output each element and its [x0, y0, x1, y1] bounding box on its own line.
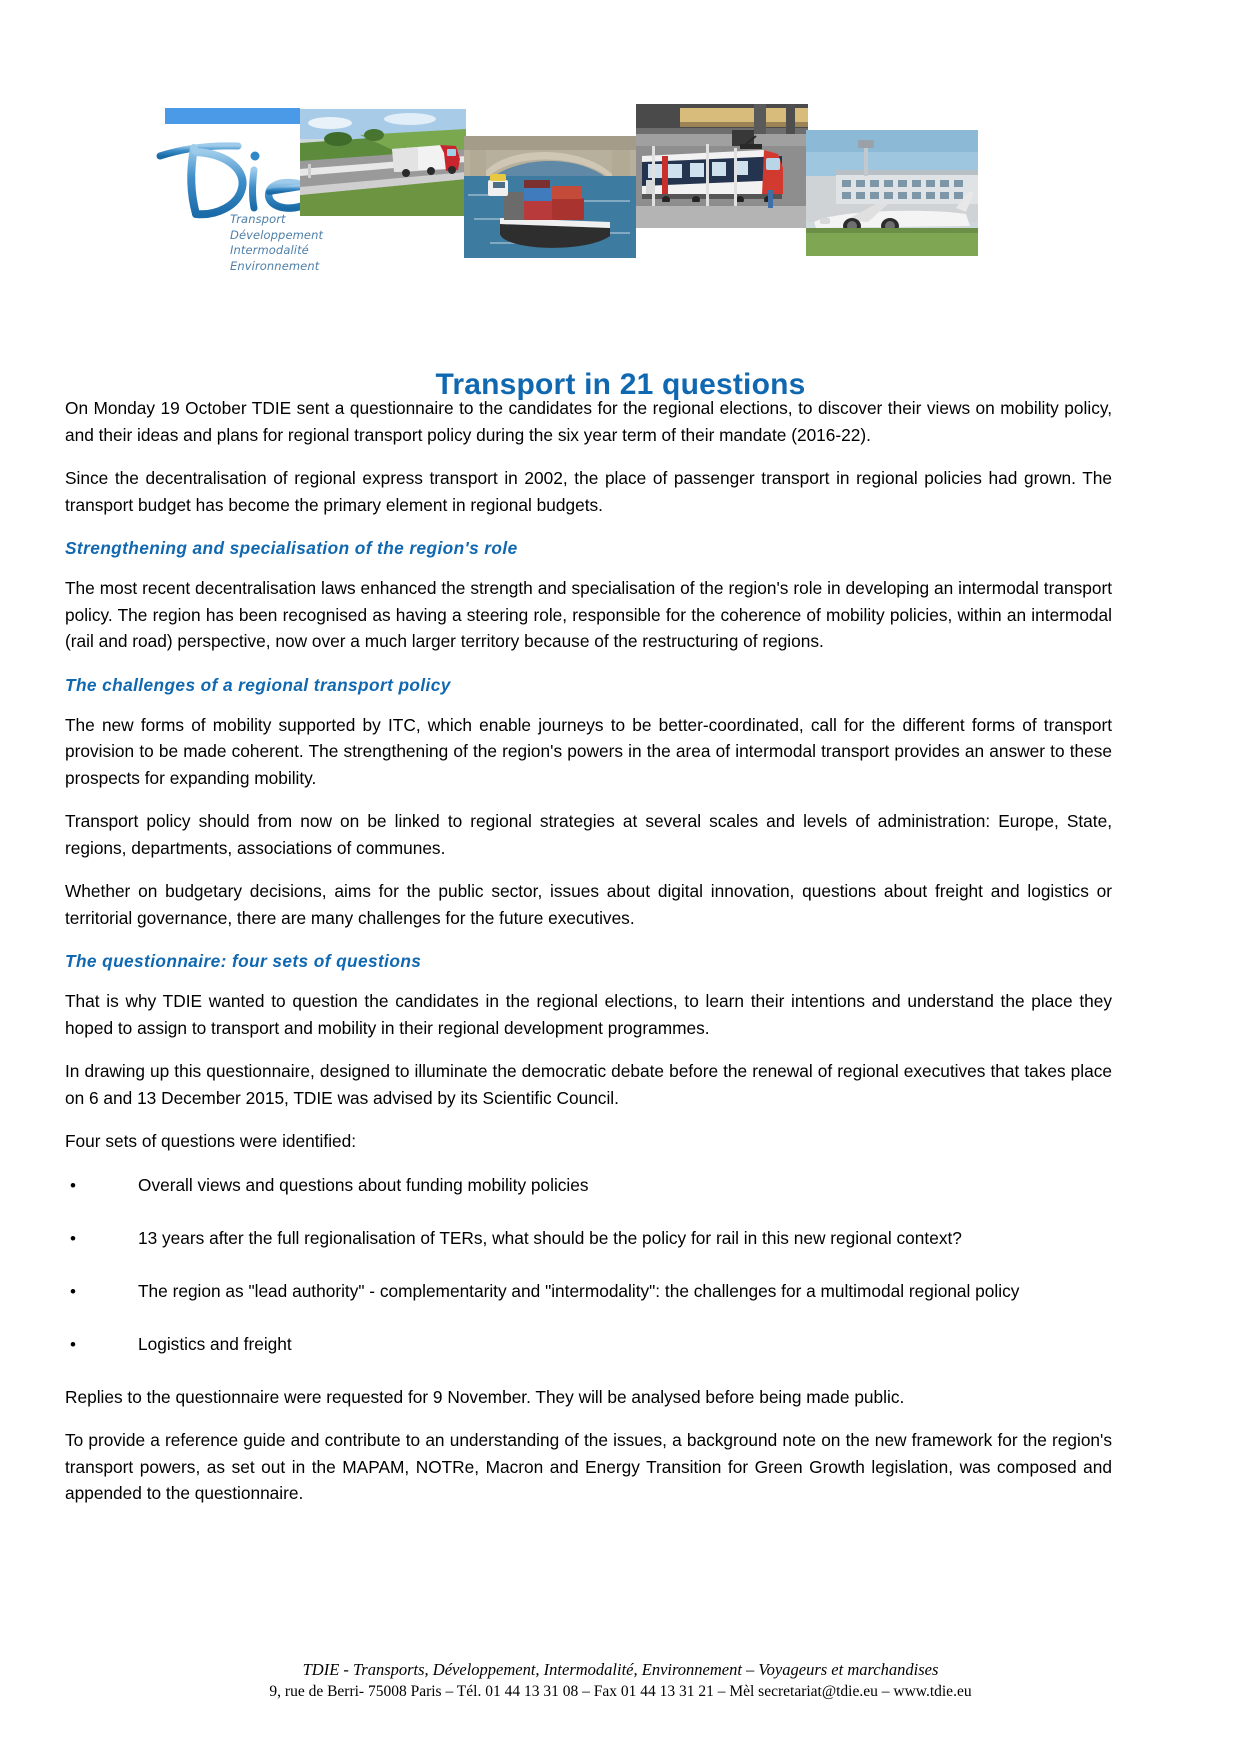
- photo-air: [806, 130, 978, 256]
- section-2-paragraph-1: The new forms of mobility supported by ITC, which enable journeys to be better-coordinated, call for the different forms of transport provision to be made coherent. The strengthening of the region's powers in the area of intermodal transport provides an answer to these prospects for expanding mobility.: [65, 714, 1112, 788]
- footer-contact-line: 9, rue de Berri- 75008 Paris – Tél. 01 44 13 31 08 – Fax 01 44 13 31 21 – Mèl secretariat@tdie.eu – www.tdie.eu: [269, 1683, 972, 1700]
- bullet-icon: •: [70, 1334, 76, 1354]
- logo-tagline-line-1: Transport: [230, 212, 286, 226]
- closing-paragraph-2: To provide a reference guide and contribute to an understanding of the issues, a background note on the new framework for the region's transport powers, as set out in the MAPAM, NOTRe, Macron and Energy Transition for Green Growth legislation, was composed and appended to the questionnaire.: [65, 1430, 1112, 1503]
- page-footer: [0, 1658, 1241, 1703]
- section-heading-questionnaire: The questionnaire: four sets of questions: [65, 951, 422, 971]
- question-sets-lead-in: Four sets of questions were identified:: [65, 1131, 357, 1151]
- logo-tagline: [230, 212, 323, 274]
- photo-rail: [636, 104, 808, 228]
- section-1-paragraph-1: The most recent decentralisation laws enhanced the strength and specialisation of the region's role in developing an intermodal transport policy. The region has been recognised as having a steering role, responsible for the coherence of mobility policies, within an intermodal (rail and road) perspective, now over a much larger territory because of the restructuring of regions.: [65, 578, 1112, 651]
- section-2-paragraph-2: Transport policy should from now on be linked to regional strategies at several scales and levels of administration: Europe, State, regions, departments, associations of communes.: [65, 811, 1112, 858]
- photo-river: [464, 136, 636, 258]
- bullet-icon: •: [70, 1228, 76, 1248]
- page-title: Transport in 21 questions: [435, 368, 806, 402]
- section-2-paragraph-3: Whether on budgetary decisions, aims for the public sector, issues about digital innovation, questions about freight and logistics or territorial governance, there are many challenges for the future executives.: [65, 881, 1112, 928]
- list-item-label: The region as "lead authority" - complementarity and "intermodality": the challenges for a multimodal regional policy: [138, 1280, 1020, 1301]
- list-item-label: Overall views and questions about funding mobility policies: [138, 1174, 589, 1195]
- tdie-wordmark-icon: [150, 130, 315, 225]
- question-sets-list: [65, 1172, 1112, 1358]
- list-item: [65, 1225, 1112, 1252]
- photo-road: [300, 109, 466, 216]
- list-item-label: 13 years after the full regionalisation of TERs, what should be the policy for rail in this new regional context?: [138, 1227, 962, 1248]
- closing-paragraph-1: Replies to the questionnaire were requested for 9 November. They will be analysed before being made public.: [65, 1386, 905, 1407]
- logo-tagline-line-2: Développement: [230, 227, 324, 242]
- bullet-icon: •: [70, 1175, 76, 1195]
- list-item: [65, 1278, 1112, 1305]
- logo-tagline-line-3: Intermodalité: [230, 243, 309, 257]
- section-heading-strengthening: Strengthening and specialisation of the region's role: [65, 538, 518, 558]
- bullet-icon: •: [70, 1281, 76, 1301]
- logo-tagline-line-4: Environnement: [230, 258, 320, 273]
- document-body: [65, 395, 1112, 1524]
- intro-paragraph-2: Since the decentralisation of regional express transport in 2002, the place of passenger transport in regional policies had grown. The transport budget has become the primary element in regional budgets.: [65, 468, 1112, 515]
- logo-blue-bar: [165, 108, 300, 124]
- section-3-paragraph-1: That is why TDIE wanted to question the candidates in the regional elections, to learn their intentions and understand the place they hoped to assign to transport and mobility in their regional development programmes.: [65, 991, 1112, 1038]
- list-item-label: Logistics and freight: [138, 1333, 292, 1354]
- intro-paragraph-1: On Monday 19 October TDIE sent a questionnaire to the candidates for the regional elections, to discover their views on mobility policy, and their ideas and plans for regional transport policy during the six year term of their mandate (2016-22).: [65, 398, 1112, 445]
- list-item: [65, 1331, 1112, 1358]
- section-heading-challenges: The challenges of a regional transport policy: [65, 674, 451, 695]
- header-banner: [0, 0, 1241, 300]
- list-item: [65, 1172, 1112, 1199]
- footer-organisation-line: TDIE - Transports, Développement, Intermodalité, Environnement – Voyageurs et marchandises: [302, 1660, 939, 1679]
- section-3-paragraph-2: In drawing up this questionnaire, designed to illuminate the democratic debate before the renewal of regional executives that takes place on 6 and 13 December 2015, TDIE was advised by its Scientific Council.: [65, 1061, 1112, 1108]
